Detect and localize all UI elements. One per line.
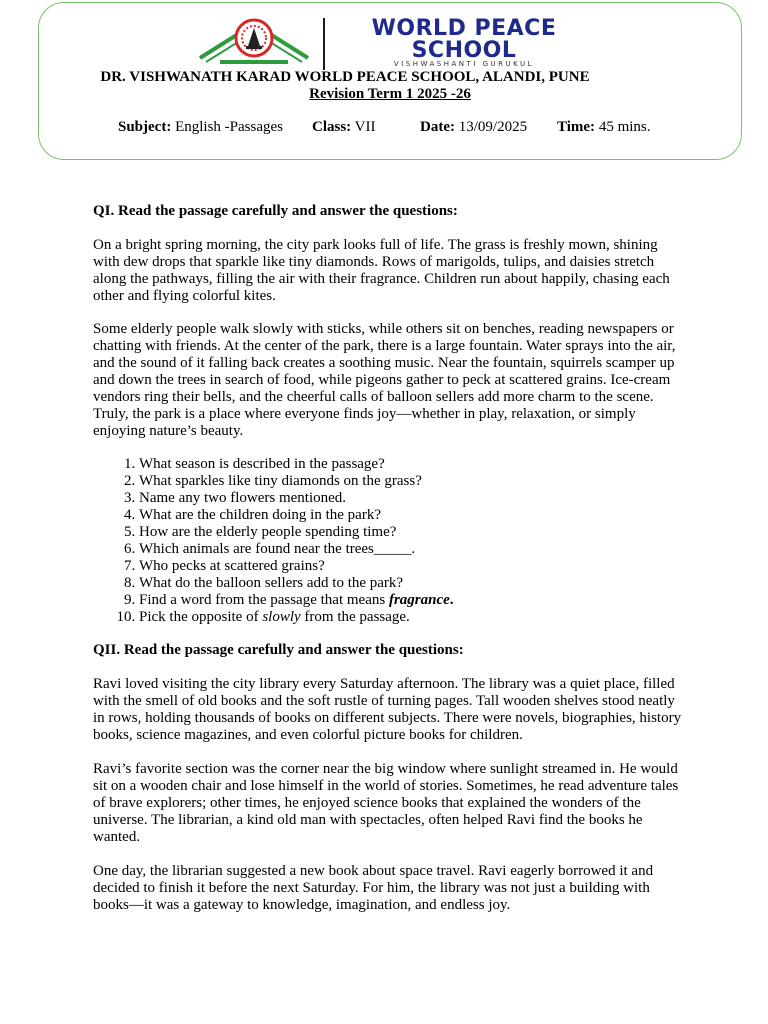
logo-divider — [323, 18, 325, 70]
school-name: DR. VISHWANATH KARAD WORLD PEACE SCHOOL, ALANDI, PUNE — [100, 69, 590, 85]
date-field — [420, 119, 527, 136]
brand-title-line1: WORLD PEACE — [371, 16, 557, 41]
q2-title: QII. Read the passage carefully and answer the questions: — [93, 642, 464, 658]
subject-label: Subject: — [118, 119, 172, 135]
q10-prefix: Pick the opposite of — [139, 609, 263, 625]
worksheet-content — [93, 203, 683, 914]
brand-title — [336, 18, 592, 62]
q1-question: 8. What do the balloon sellers add to the park? — [139, 575, 683, 592]
date-value: 13/09/2025 — [458, 119, 528, 135]
q1-question: 1. What season is described in the passage? — [139, 456, 683, 473]
q1-question: 5. How are the elderly people spending time? — [139, 524, 683, 541]
q1-question: 7. Who pecks at scattered grains? — [139, 558, 683, 575]
time-label: Time: — [557, 119, 596, 135]
date-label: Date: — [420, 119, 455, 135]
subject-field — [118, 119, 283, 136]
q9-prefix: Find a word from the passage that means — [139, 592, 389, 608]
q1-question-list — [93, 456, 683, 626]
class-label: Class: — [312, 119, 352, 135]
q1-question: 6. Which animals are found near the trees_____. — [139, 541, 683, 558]
q10-suffix: from the passage. — [300, 609, 410, 625]
q1-title: QI. Read the passage carefully and answer the questions: — [93, 203, 458, 219]
subject-value: English -Passages — [175, 119, 283, 135]
q1-question: 4. What are the children doing in the park? — [139, 507, 683, 524]
q2-paragraph-1: Ravi loved visiting the city library every Saturday afternoon. The library was a quiet place, filled with the smell of old books and the soft rustle of turning pages. Tall wooden shelves stood neatly in rows, holding thousands of books on different subjects. There were novels, biographies, history books, science magazines, and even colorful picture books for children. — [93, 676, 682, 743]
q10-keyword: slowly — [262, 609, 301, 625]
brand-subtitle: VISHWASHANTI GURUKUL — [393, 60, 535, 68]
q1-question: 3. Name any two flowers mentioned. — [139, 490, 683, 507]
school-logo — [196, 10, 312, 66]
brand-title-line2: SCHOOL — [411, 38, 517, 63]
q1-question: 2. What sparkles like tiny diamonds on the grass? — [139, 473, 683, 490]
q1-paragraph-1: On a bright spring morning, the city park looks full of life. The grass is freshly mown, shining with dew drops that sparkle like tiny diamonds. Rows of marigolds, tulips, and daisies stretch along the pathways, filling the air with their fragrance. Children run about happily, chasing each other and flying colorful kites. — [93, 237, 670, 304]
q2-paragraph-2: Ravi’s favorite section was the corner near the big window where sunlight streamed in. He would sit on a wooden chair and lose himself in the world of stories. Sometimes, he read adventure tales of brave explorers; other times, he enjoyed science books that explained the wonders of the universe. The librarian, a kind old man with spectacles, often helped Ravi find the books he wanted. — [93, 761, 679, 845]
q1-question-10 — [139, 609, 683, 626]
class-value: VII — [354, 119, 376, 135]
q1-paragraph-2: Some elderly people walk slowly with sticks, while others sit on benches, reading newspapers or chatting with friends. At the center of the park, there is a large fountain. Water sprays into the air, and the sound of it falling back creates a soothing music. Near the fountain, squirrels scamper up and down the trees in search of food, while pigeons gather to peck at scattered grains. Ice-cream vendors ring their bells, and the cheerful calls of balloon sellers add more charm to the scene. Truly, the park is a place where everyone finds joy—whether in play, relaxation, or simply enjoying nature’s beauty. — [93, 321, 676, 439]
time-field — [557, 119, 651, 136]
q9-suffix: . — [449, 592, 454, 608]
q9-keyword: fragrance — [388, 592, 450, 608]
q1-question-9 — [139, 592, 683, 609]
revision-title: Revision Term 1 2025 -26 — [309, 86, 471, 102]
q2-paragraph-3: One day, the librarian suggested a new book about space travel. Ravi eagerly borrowed it and decided to finish it before the next Saturday. For him, the library was not just a building with books—it was a gateway to knowledge, imagination, and endless joy. — [93, 863, 654, 913]
time-value: 45 mins. — [598, 119, 651, 135]
class-field — [312, 119, 375, 136]
